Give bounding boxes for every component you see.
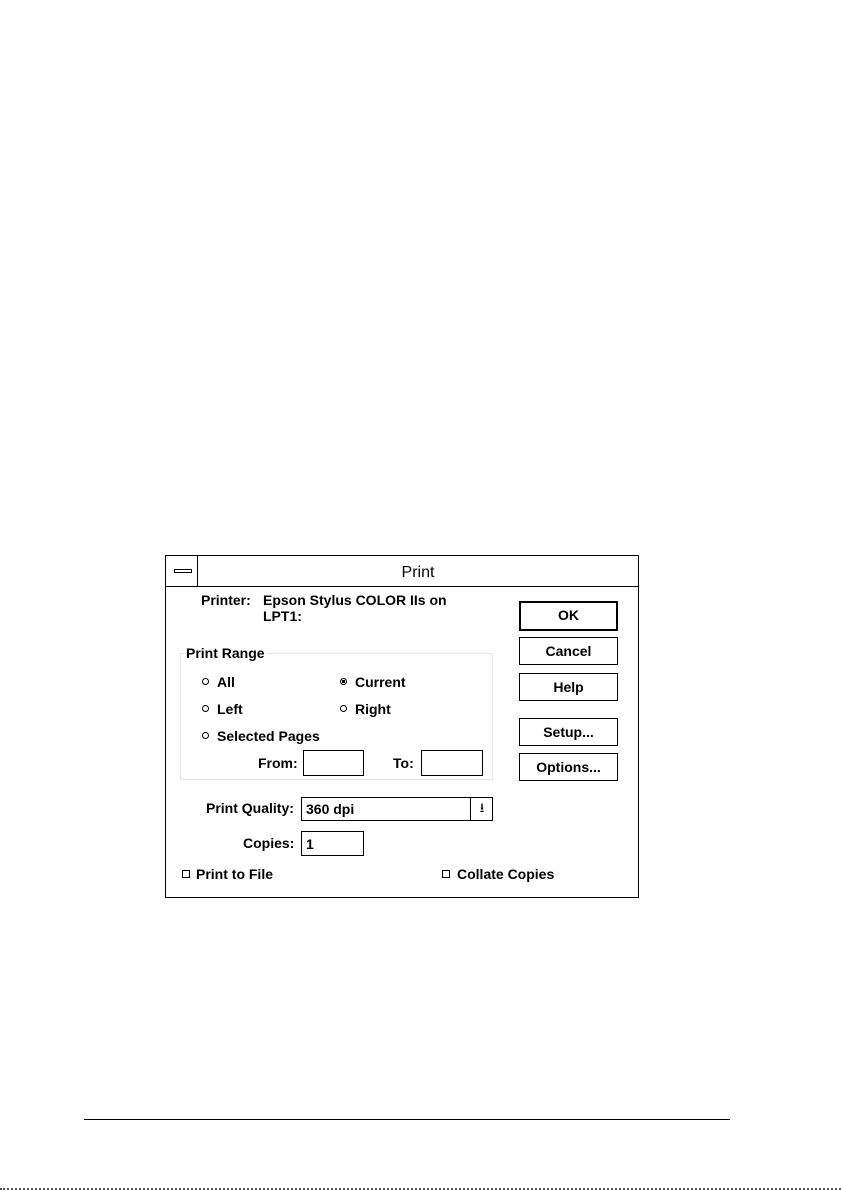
setup-button[interactable]: Setup... [519, 718, 618, 746]
options-button[interactable]: Options... [519, 753, 618, 781]
page-bottom-dotted-border [0, 1188, 841, 1190]
print-to-file-label[interactable]: Print to File [196, 866, 273, 882]
print-dialog [165, 555, 639, 898]
print-range-legend: Print Range [186, 645, 265, 661]
print-quality-label: Print Quality: [206, 800, 294, 816]
collate-copies-label[interactable]: Collate Copies [457, 866, 555, 882]
radio-current[interactable] [340, 678, 347, 685]
title-bar [166, 556, 638, 587]
radio-selected-pages[interactable] [202, 732, 209, 739]
to-field[interactable] [421, 750, 483, 776]
radio-current-label[interactable]: Current [355, 674, 406, 690]
printer-label: Printer: [201, 592, 251, 608]
print-quality-value: 360 dpi [306, 801, 355, 817]
collate-copies-checkbox[interactable] [442, 870, 450, 878]
ok-button[interactable]: OK [519, 601, 618, 631]
copies-value: 1 [306, 836, 314, 852]
system-menu-button[interactable] [166, 556, 198, 586]
copies-label: Copies: [243, 835, 295, 851]
to-label: To: [393, 755, 414, 771]
radio-all[interactable] [202, 678, 209, 685]
from-field[interactable] [303, 750, 364, 776]
radio-all-label[interactable]: All [217, 674, 235, 690]
radio-left-label[interactable]: Left [217, 701, 243, 717]
print-to-file-checkbox[interactable] [182, 870, 190, 878]
radio-left[interactable] [202, 705, 209, 712]
print-quality-select[interactable] [301, 797, 493, 821]
system-menu-icon [174, 569, 192, 573]
radio-right[interactable] [340, 705, 347, 712]
help-button[interactable]: Help [519, 673, 618, 701]
cancel-button[interactable]: Cancel [519, 637, 618, 665]
down-arrow-icon: ⭳ [479, 800, 485, 815]
copies-field[interactable] [301, 831, 364, 856]
from-label: From: [258, 755, 298, 771]
page-footer-rule [84, 1119, 730, 1120]
print-quality-dropdown-button[interactable] [470, 797, 493, 821]
dialog-title: Print [401, 564, 435, 581]
printer-name: Epson Stylus COLOR IIs on LPT1: [263, 592, 447, 624]
radio-selected-pages-label[interactable]: Selected Pages [217, 728, 320, 744]
radio-right-label[interactable]: Right [355, 701, 391, 717]
